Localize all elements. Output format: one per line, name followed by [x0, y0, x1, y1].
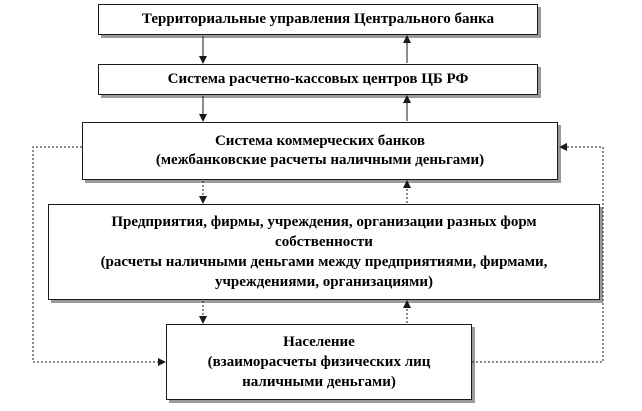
- box-population-line-1: Население: [283, 334, 355, 350]
- arrow-population-to-banks-right: [472, 147, 603, 362]
- box-population-line-2: (взаиморасчеты физических лиц: [207, 354, 431, 370]
- box-population-line-3: наличными деньгами): [242, 374, 396, 390]
- box-enterprises-line-2: собственности: [275, 234, 373, 250]
- arrow-banks-to-population-left: [33, 147, 165, 362]
- box-enterprises-line-4: учреждениями, организациями): [214, 274, 434, 290]
- box-enterprises-line-3: (расчеты наличными деньгами между предприятиями, фирмами,: [100, 254, 548, 270]
- box-banks-line-1: Система коммерческих банков: [214, 133, 426, 149]
- box-territorial-line-1: Территориальные управления Центрального банка: [141, 11, 495, 27]
- box-rkc-line-1: Система расчетно-кассовых центров ЦБ РФ: [167, 71, 469, 87]
- box-enterprises-line-1: Предприятия, фирмы, учреждения, организации разных форм: [111, 214, 537, 230]
- box-banks-line-2: (межбанковские расчеты наличными деньгами): [155, 152, 485, 168]
